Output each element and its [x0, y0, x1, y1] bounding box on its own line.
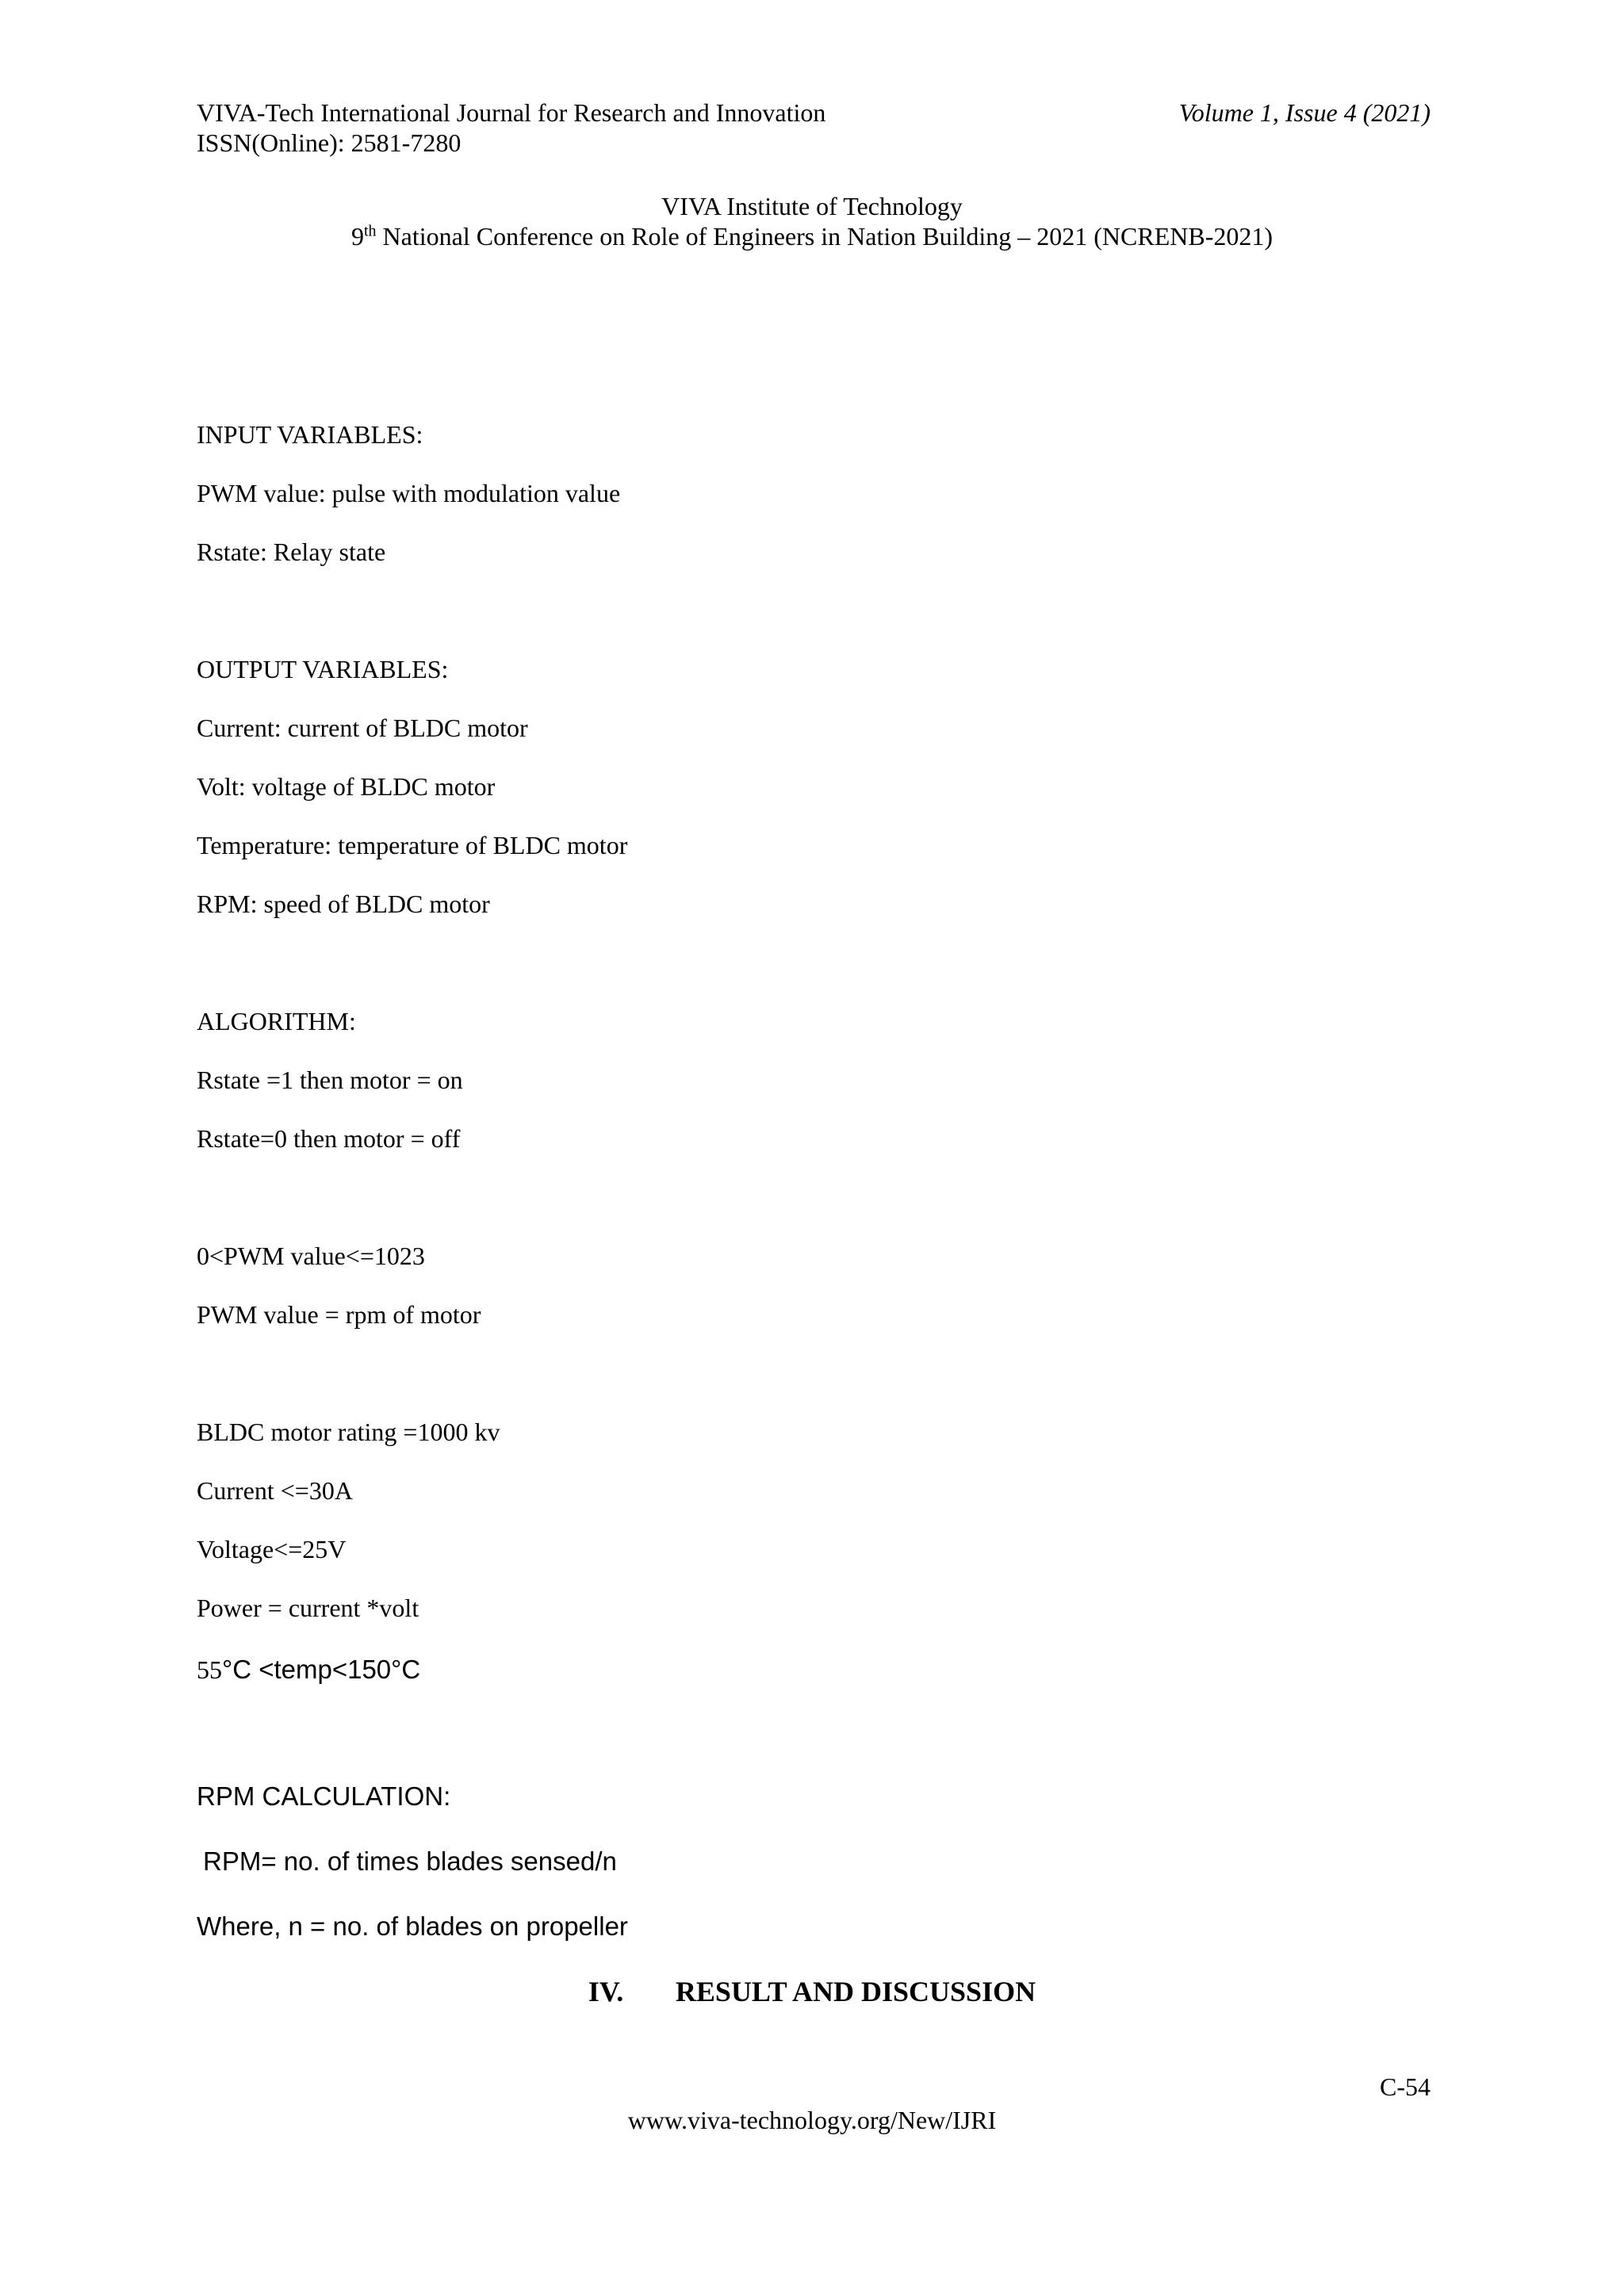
conference-title — [0, 220, 1624, 252]
blades-definition: Where, n = no. of blades on propeller — [197, 1911, 628, 1941]
issn-text: ISSN(Online): 2581-7280 — [197, 128, 462, 157]
voltage-limit: Voltage<=25V — [197, 1535, 347, 1563]
pwm-rpm-rule: PWM value = rpm of motor — [197, 1300, 481, 1329]
conference-ordinal-number: 9 — [350, 222, 364, 251]
section-number: IV. — [588, 1976, 624, 2007]
institute-name: VIVA Institute of Technology — [661, 192, 963, 220]
temperature-definition: Temperature: temperature of BLDC motor — [197, 831, 628, 859]
volt-definition: Volt: voltage of BLDC motor — [197, 772, 496, 801]
current-definition: Current: current of BLDC motor — [197, 714, 528, 742]
pwm-definition: PWM value: pulse with modulation value — [197, 479, 621, 507]
rstate-off-rule: Rstate=0 then motor = off — [197, 1124, 461, 1153]
bldc-rating: BLDC motor rating =1000 kv — [197, 1418, 500, 1446]
algorithm-heading: ALGORITHM: — [197, 1007, 356, 1035]
output-variables-heading: OUTPUT VARIABLES: — [197, 655, 449, 683]
journal-title: VIVA-Tech International Journal for Research and Innovation — [197, 98, 826, 127]
footer-url: www.viva-technology.org/New/IJRI — [627, 2106, 997, 2134]
current-limit: Current <=30A — [197, 1476, 353, 1505]
conference-ordinal-suffix: th — [363, 222, 377, 240]
power-formula: Power = current *volt — [197, 1594, 419, 1622]
pwm-range-rule: 0<PWM value<=1023 — [197, 1242, 425, 1270]
temperature-range-rest: °C <temp<150°C — [222, 1655, 421, 1684]
section-heading — [0, 1974, 1624, 2009]
input-variables-heading: INPUT VARIABLES: — [197, 420, 423, 449]
conference-rest: National Conference on Role of Engineers in Nation Building – 2021 (NCRENB-2021) — [376, 222, 1274, 251]
page-number: C-54 — [1380, 2072, 1431, 2101]
temperature-range — [197, 1654, 420, 1686]
rpm-formula: RPM= no. of times blades sensed/n — [203, 1846, 617, 1876]
rstate-definition: Rstate: Relay state — [197, 538, 386, 566]
volume-issue: Volume 1, Issue 4 (2021) — [1178, 98, 1431, 127]
rpm-definition: RPM: speed of BLDC motor — [197, 890, 490, 918]
rstate-on-rule: Rstate =1 then motor = on — [197, 1066, 463, 1094]
section-title: RESULT AND DISCUSSION — [675, 1976, 1036, 2007]
temperature-range-prefix: 55 — [197, 1655, 222, 1684]
rpm-calculation-heading: RPM CALCULATION: — [197, 1781, 451, 1811]
